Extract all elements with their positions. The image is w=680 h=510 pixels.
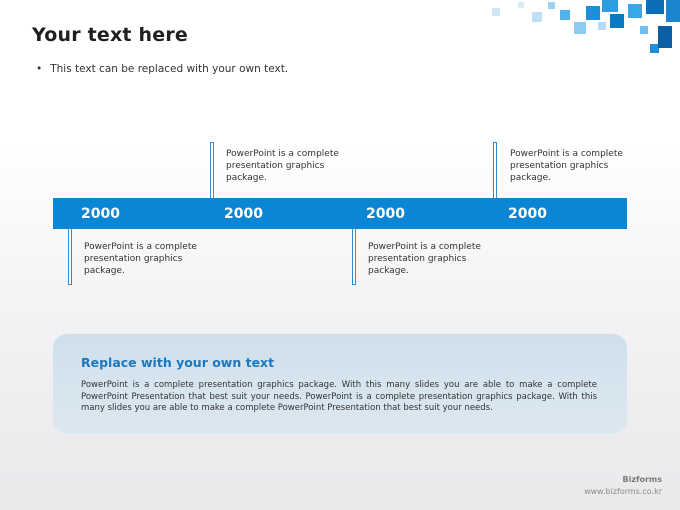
slide-title: Your text here [32, 24, 188, 46]
timeline-blurb: PowerPoint is a complete presentation graphics package. [368, 242, 481, 276]
bullet-line [36, 63, 288, 75]
bullet-text: This text can be replaced with your own text. [50, 63, 289, 75]
decorative-squares [490, 0, 680, 60]
info-box [53, 334, 627, 434]
timeline-year: 2000 [224, 206, 263, 222]
info-box-text: PowerPoint is a complete presentation graphics package. With this many slides you are able to make a complete PowerPoint Presentation that best suit your needs. PowerPoint is a complete presentation graphics package. With this many slides you are able to make a complete PowerPoint Presentation that best suit your needs. [81, 380, 597, 413]
timeline-blurb: PowerPoint is a complete presentation graphics package. [84, 242, 197, 276]
brand-footer [584, 474, 662, 498]
connector-line [210, 142, 214, 199]
connector-line [68, 228, 72, 285]
timeline-blurb: PowerPoint is a complete presentation graphics package. [510, 149, 623, 183]
info-box-title: Replace with your own text [81, 355, 275, 370]
timeline-blurb: PowerPoint is a complete presentation graphics package. [226, 149, 339, 183]
connector-line [493, 142, 497, 199]
brand-name: Bizforms [622, 475, 662, 484]
timeline-year: 2000 [81, 206, 120, 222]
bullet-dot: • [36, 63, 43, 75]
brand-url: www.bizforms.co.kr [584, 487, 662, 496]
connector-line [352, 228, 356, 285]
timeline-year: 2000 [366, 206, 405, 222]
timeline-year: 2000 [508, 206, 547, 222]
